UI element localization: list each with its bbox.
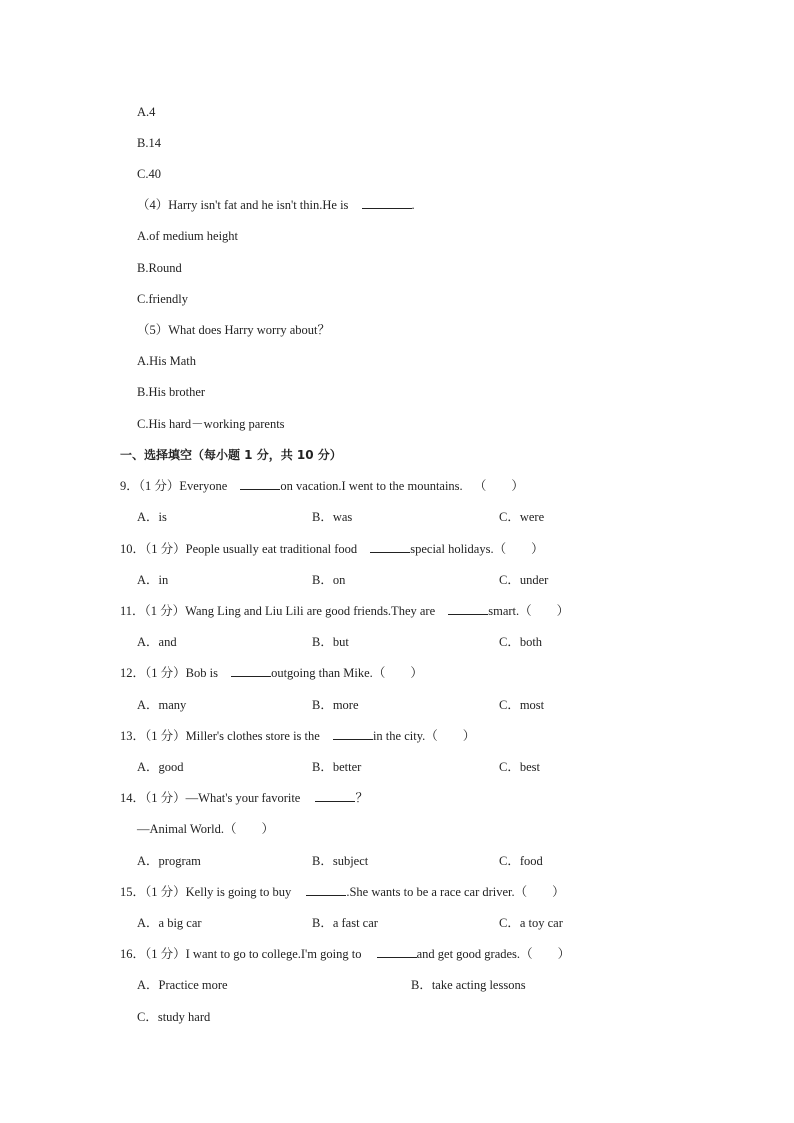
question-text-after: and get good grades. — [416, 947, 521, 961]
question-9-option-a: A．is — [137, 510, 167, 524]
question-11-option-b: B．but — [312, 635, 349, 649]
q4-prefix: （4）Harry isn't fat and he isn't thin.He is — [137, 198, 349, 212]
question-10-option-a: A．in — [137, 573, 169, 587]
answer-parentheses: （ ） — [425, 729, 476, 743]
question-text-before: People usually eat traditional food — [185, 542, 358, 556]
question-10-stem — [120, 541, 544, 557]
answer-blank — [333, 728, 373, 740]
answer-parentheses: （ ） — [372, 666, 423, 680]
question-14-option-b: B．subject — [312, 854, 369, 868]
question-9-stem — [120, 478, 524, 494]
question-text-after: outgoing than Mike. — [271, 666, 373, 680]
q3-option-c: C.40 — [137, 167, 161, 181]
question-text-before: I want to go to college.I'm going to — [185, 947, 362, 961]
question-text-before: Kelly is going to buy — [185, 885, 292, 899]
question-9-option-c: C．were — [499, 510, 545, 524]
question-12-option-b: B．more — [312, 698, 359, 712]
answer-blank — [370, 541, 410, 553]
question-12-stem — [120, 665, 423, 681]
q3-option-b: B.14 — [137, 136, 161, 150]
q4-option-c: C.friendly — [137, 292, 189, 306]
question-13-option-c: C．best — [499, 760, 540, 774]
question-16-stem — [120, 946, 570, 962]
question-14-option-c: C．food — [499, 854, 543, 868]
question-13-option-a: A．good — [137, 760, 184, 774]
question-text-before: —What's your favorite — [185, 791, 301, 805]
question-14-answer-line: —Animal World.（ ） — [137, 822, 274, 836]
question-number: 11．（1 分） — [120, 604, 186, 618]
q5-option-a: A.His Math — [137, 354, 197, 368]
question-11-option-a: A．and — [137, 635, 177, 649]
question-16-option-c: C．study hard — [137, 1010, 211, 1024]
question-text-before: Miller's clothes store is the — [185, 729, 320, 743]
answer-blank — [231, 665, 271, 677]
answer-blank — [315, 790, 355, 802]
q4-stem — [137, 197, 415, 213]
q3-option-a: A.4 — [137, 105, 156, 119]
q4-blank — [362, 197, 412, 209]
question-16-option-a: A．Practice more — [137, 978, 228, 992]
question-number: 12．（1 分） — [120, 666, 186, 680]
question-10-option-b: B．on — [312, 573, 346, 587]
question-number: 10．（1 分） — [120, 542, 186, 556]
q4-option-b: B.Round — [137, 261, 182, 275]
answer-parentheses: （ ） — [473, 479, 524, 493]
question-text-after: smart. — [488, 604, 520, 618]
question-number: 15．（1 分） — [120, 885, 186, 899]
answer-parentheses: （ ） — [520, 947, 571, 961]
question-13-stem — [120, 728, 475, 744]
question-12-option-c: C．most — [499, 698, 545, 712]
question-10-option-c: C．under — [499, 573, 549, 587]
answer-blank — [240, 478, 280, 490]
question-text-after: on vacation.I went to the mountains. — [280, 479, 463, 493]
answer-blank — [306, 884, 346, 896]
question-14-stem — [120, 790, 368, 806]
question-14-option-a: A．program — [137, 854, 201, 868]
question-15-option-a: A．a big car — [137, 916, 202, 930]
question-number: 9．（1 分） — [120, 479, 180, 493]
question-15-option-b: B．a fast car — [312, 916, 378, 930]
answer-parentheses: （ ） — [514, 885, 565, 899]
question-number: 13．（1 分） — [120, 729, 186, 743]
question-number: 16．（1 分） — [120, 947, 186, 961]
question-text-before: Wang Ling and Liu Lili are good friends.They are — [185, 604, 436, 618]
question-11-option-c: C．both — [499, 635, 543, 649]
answer-parentheses: （ ） — [493, 542, 544, 556]
question-13-option-b: B．better — [312, 760, 362, 774]
question-text-before: Everyone — [179, 479, 228, 493]
answer-blank — [377, 946, 417, 958]
q5-stem: （5）What does Harry worry about？ — [137, 323, 331, 337]
question-text-after: .She wants to be a race car driver. — [346, 885, 515, 899]
question-9-option-b: B．was — [312, 510, 353, 524]
question-15-option-c: C．a toy car — [499, 916, 563, 930]
question-text-before: Bob is — [185, 666, 218, 680]
question-text-after: ？ — [355, 791, 368, 805]
q5-option-c: C.His hard－working parents — [137, 417, 285, 431]
question-text-after: in the city. — [372, 729, 426, 743]
q4-option-a: A.of medium height — [137, 229, 239, 243]
question-15-stem — [120, 884, 565, 900]
section-title: 一、选择填空（每小题 1 分，共 10 分） — [120, 448, 342, 462]
q4-suffix: . — [411, 198, 415, 212]
question-16-option-b: B．take acting lessons — [411, 978, 526, 992]
question-12-option-a: A．many — [137, 698, 187, 712]
question-text-after: special holidays. — [410, 542, 494, 556]
answer-parentheses: （ ） — [519, 604, 570, 618]
question-11-stem — [120, 603, 569, 619]
q5-option-b: B.His brother — [137, 385, 206, 399]
question-number: 14．（1 分） — [120, 791, 186, 805]
answer-blank — [448, 603, 488, 615]
